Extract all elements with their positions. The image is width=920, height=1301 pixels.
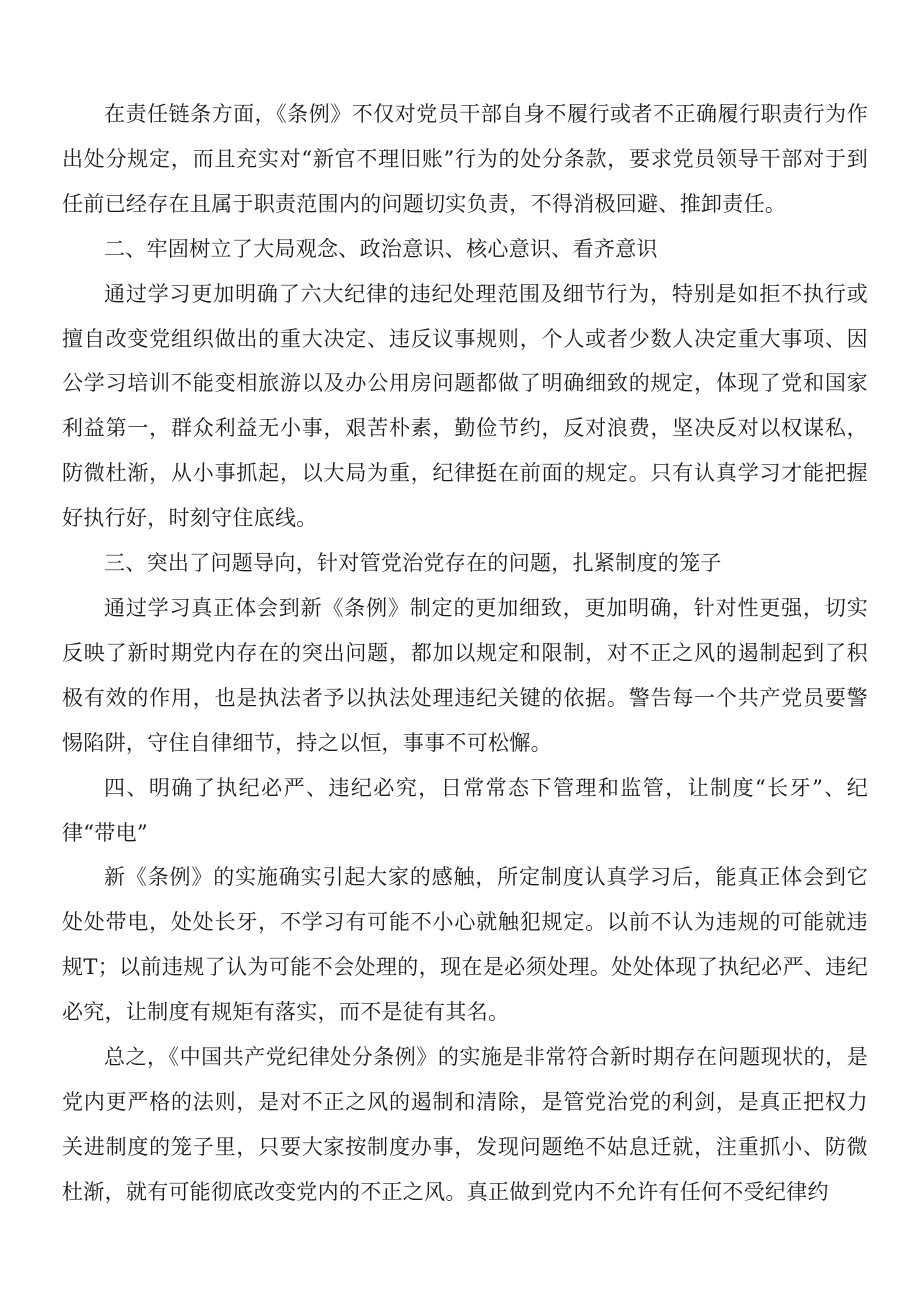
paragraph-conclusion: 总之，《中国共产党纪律处分条例》的实施是非常符合新时期存在问题现状的，是党内更严格的法则，是对不正之风的遏制和清除，是管党治党的利剑，是真正把权力关进制度的笼子里，只要大家按制度办事，发现问题绝不姑息迁就，注重抓小、防微杜渐，就有可能彻底改变党内的不正之风。真正做到党内不允许有任何不受纪律约 [62, 1045, 868, 1204]
paragraph-strict-enforcement: 新《条例》的实施确实引起大家的感触，所定制度认真学习后，能真正体会到它处处带电，处处长牙，不学习有可能不小心就触犯规定。以前不认为违规的可能就违规T；以前违规了认为可能不会处理的，现在是必须处理。处处体现了执纪必严、违纪必究，让制度有规矩有落实，而不是徒有其名。 [62, 865, 868, 1025]
section-heading-four: 四、明确了执纪必严、违纪必究，日常常态下管理和监管，让制度“长牙”、纪律“带电” [62, 775, 868, 845]
paragraph-problem-orientation: 通过学习真正体会到新《条例》制定的更加细致，更加明确，针对性更强，切实反映了新时期党内存在的突出问题，都加以规定和限制，对不正之风的遏制起到了积极有效的作用，也是执法者予以执法处理违纪关键的依据。警告每一个共产党员要警惕陷阱，守住自律细节，持之以恒，事事不可松懈。 [62, 595, 868, 755]
document-body [62, 92, 868, 1215]
section-heading-three: 三、突出了问题导向，针对管党治党存在的问题，扎紧制度的笼子 [104, 551, 722, 576]
paragraph-responsibility-chain: 在责任链条方面，《条例》不仅对党员干部自身不履行或者不正确履行职责行为作出处分规定，而且充实对“新官不理旧账”行为的处分条款，要求党员领导干部对于到任前已经存在且属于职责范围内的问题切实负责，不得消极回避、推卸责任。 [62, 102, 868, 216]
paragraph-six-disciplines: 通过学习更加明确了六大纪律的违纪处理范围及细节行为，特别是如拒不执行或擅自改变党组织做出的重大决定、违反议事规则，个人或者少数人决定重大事项、因公学习培训不能变相旅游以及办公用房问题都做了明确细致的规定，体现了党和国家利益第一，群众利益无小事，艰苦朴素，勤俭节约，反对浪费，坚决反对以权谋私，防微杜渐，从小事抓起，以大局为重，纪律挺在前面的规定。只有认真学习才能把握好执行好，时刻守住底线。 [62, 281, 868, 531]
section-heading-two: 二、牢固树立了大局观念、政治意识、核心意识、看齐意识 [104, 236, 658, 261]
